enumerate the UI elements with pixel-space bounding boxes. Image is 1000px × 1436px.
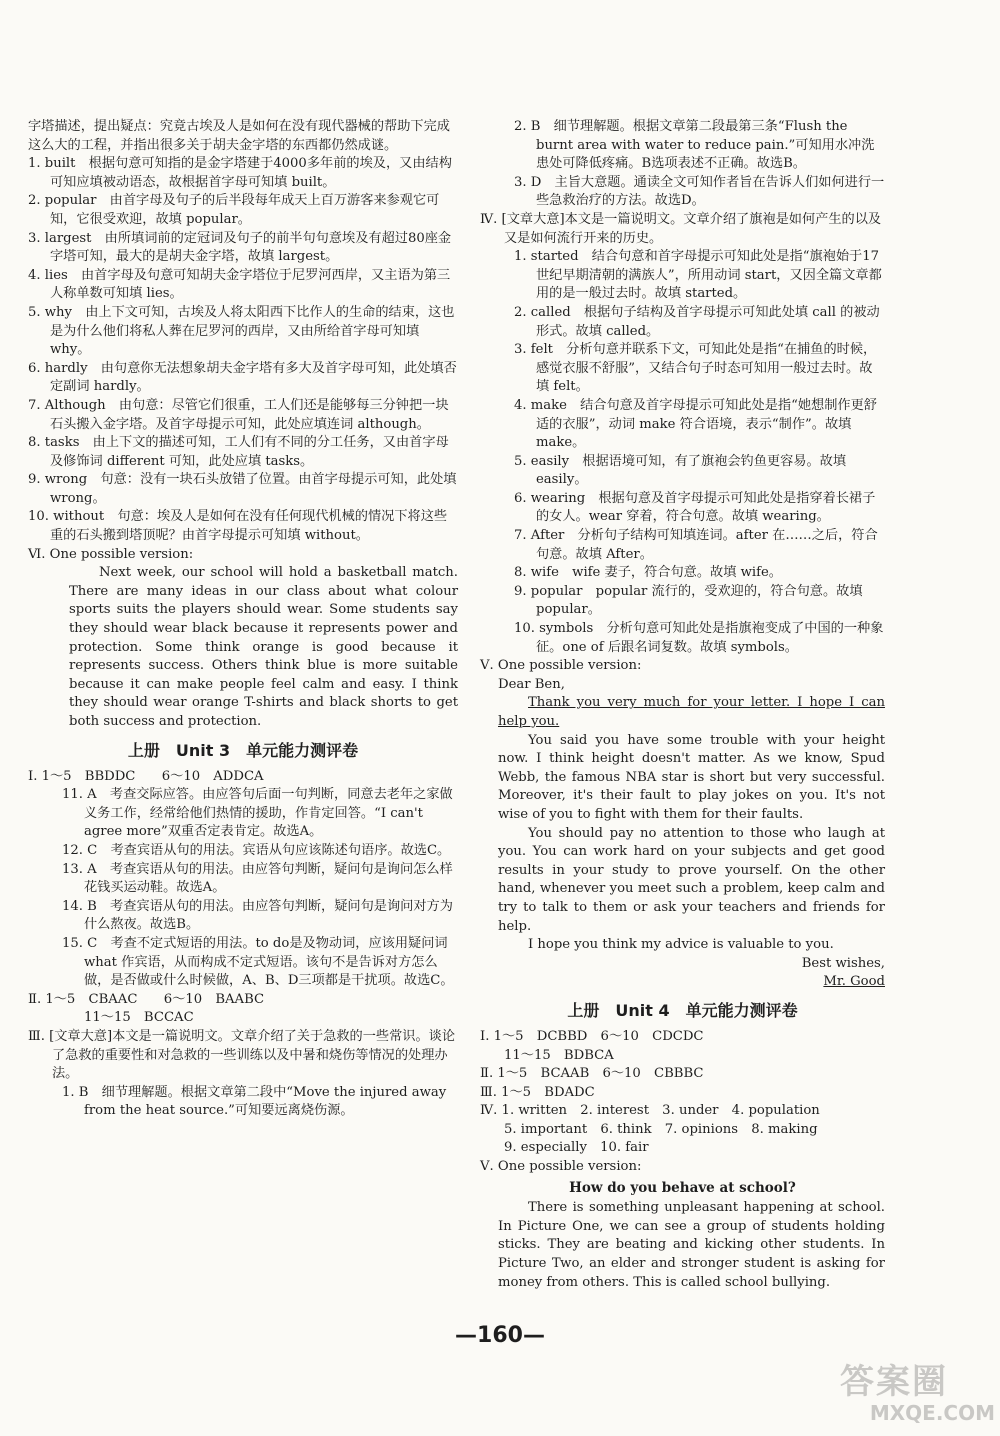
- answer-item: 7. After 分析句子结构可知填连词。after 在……之后，符合句意。故填 After。: [514, 528, 878, 562]
- answer-item: 14. B 考查宾语从句的用法。由应答句判断，疑问句是询问对方为什么熬夜。故选B。: [62, 898, 453, 933]
- answer-item: 2. B 细节理解题。根据文章第二段最第三条“Flush the burnt area with water to reduce pain.”可知用水冲洗患处可降低疼痛。B选项表述不正确。故选B。: [514, 119, 875, 172]
- letter-paragraph: I hope you think my advice is valuable to you.: [528, 937, 834, 953]
- answer-item: 6. wearing 根据句意及首字母提示可知此处是指穿着长裙子的女人。wear 穿着，符合句意。故填 wearing。: [514, 490, 876, 525]
- section-5-items: [28, 155, 458, 545]
- section-5-label: Ⅴ. One possible version:: [480, 658, 642, 674]
- answer-item: 4. lies 由首字母及句意可知胡夫金字塔位于尼罗河西岸，又主语为第三人称单数可知填 lies。: [28, 267, 451, 302]
- u4-section-4-cont: 5. important 6. think 7. opinions 8. making: [504, 1121, 818, 1137]
- section-6-label: Ⅵ. One possible version:: [28, 546, 194, 562]
- answer-item: 10. symbols 分析句意可知此处是指旗袍变成了中国的一种象征。one of 后跟名词复数。故填 symbols。: [514, 621, 884, 655]
- letter-signature: Mr. Good: [823, 974, 885, 990]
- answer-item: 1. B 细节理解题。根据文章第二段中“Move the injured away from the heat source.”可知要远离烧伤源。: [62, 1084, 447, 1119]
- u3-section-1-items: [28, 786, 458, 991]
- answer-item: 3. felt 分析句意并联系下文，可知此处是指“在捕鱼的时候，感觉衣服不舒服”，又结合句子时态可知用一般过去时。故填 felt。: [514, 342, 877, 395]
- answer-item: 1. built 根据句意可知指的是金字塔建于4000多年前的埃及，又由结构可知应填被动语态，故根据首字母可知填 built。: [28, 156, 452, 190]
- u4-section-2: Ⅱ. 1～5 BCAAB 6～10 CBBBC: [480, 1066, 704, 1082]
- answer-item: 9. popular popular 流行的，受欢迎的，符合句意。故填 popular。: [514, 583, 863, 618]
- u4-section-5-label: Ⅴ. One possible version:: [480, 1159, 642, 1175]
- u4-section-4-cont: 9. especially 10. fair: [504, 1140, 649, 1156]
- section-4-items: [480, 248, 885, 657]
- answer-item: 13. A 考查宾语从句的用法。由应答句判断，疑问句是询问怎么样花钱买运动鞋。故选A。: [62, 861, 453, 896]
- answer-item: 11. A 考查交际应答。由应答句后面一句判断，同意去老年之家做义务工作，经常给他们热情的援助，作肯定回答。“I can't agree more”双重否定表肯定。故选A。: [62, 787, 453, 840]
- answer-item: 5. easily 根据语境可知，有了旗袍会钓鱼更容易。故填 easily。: [514, 453, 847, 488]
- answer-item: 7. Although 由句意：尽管它们很重，工人们还是能够每三分钟把一块石头搬入金字塔。及首字母提示可知，此处应填连词 although。: [28, 397, 449, 432]
- answer-item: 2. called 根据句子结构及首字母提示可知此处填 call 的被动形式。故填 called。: [514, 304, 880, 339]
- u3-section-2-answers: Ⅱ. 1～5 CBAAC 6～10 BAABC: [28, 991, 265, 1007]
- answer-item: 1. started 结合句意和首字母提示可知此处是指“旗袍始于17世纪早期清朝的满族人”，所用动词 start，又因全篇文章都用的是一般过去时。故填 started。: [514, 249, 882, 302]
- answer-item: 2. popular 由首字母及句子的后半段每年成天上百万游客来参观它可知，它很受欢迎，故填 popular。: [28, 193, 440, 227]
- unit3-title: 上册 Unit 3 单元能力测评卷: [127, 740, 359, 760]
- answer-item: 15. C 考查不定式短语的用法。to do是及物动词，应该用疑问词 what 作宾语，从而构成不定式短语。该句不是告诉对方怎么做，是否做或什么时候做，A、B、D三项都是干扰项。故选C。: [62, 935, 454, 989]
- left-column: [28, 118, 458, 1121]
- watermark-en: MXQE.COM: [869, 1401, 995, 1425]
- essay-paragraph: There is something unpleasant happening at school. In Picture One, we can see a group of students holding sticks. They are beating and kicking other students. In Picture Two, an elder and stronger student is asking for money from others. This is called school bullying.: [498, 1200, 885, 1290]
- page-number: —160—: [455, 1323, 545, 1348]
- answer-item: 5. why 由上下文可知，古埃及人将太阳西下比作人的生命的结束，这也是为什么他们将私人葬在尼罗河的西岸，又由所给首字母可知填 why。: [28, 304, 455, 358]
- answer-item: 9. wrong 句意：没有一块石头放错了位置。由首字母提示可知，此处填 wrong。: [28, 472, 457, 506]
- letter-paragraph: Thank you very much for your letter. I hope I can help you.: [498, 695, 885, 729]
- intro-text: 字塔描述，提出疑点：究竟古埃及人是如何在没有现代器械的帮助下完成这么大的工程，并指出很多关于胡夫金字塔的东西都仍然成谜。: [28, 119, 450, 153]
- section-4-label: Ⅳ. [文章大意]本文是一篇说明文。文章介绍了旗袍是如何产生的以及又是如何流行开来的历史。: [480, 211, 882, 246]
- unit4-title: 上册 Unit 4 单元能力测评卷: [567, 1000, 798, 1020]
- u4-section-3: Ⅲ. 1～5 BDADC: [480, 1084, 595, 1100]
- answer-item: 10. without 句意：埃及人是如何在没有任何现代机械的情况下将这些重的石头搬到塔顶呢？由首字母提示可知填 without。: [28, 509, 448, 544]
- letter-closing: Best wishes,: [801, 955, 885, 971]
- letter: [480, 676, 885, 992]
- answer-item: 4. make 结合句意及首字母提示可知此处是指“她想制作更舒适的衣服”，动词 make 符合语境，表示“制作”。故填 make。: [514, 397, 877, 451]
- answer-item: 8. wife wife 妻子，符合句意。故填 wife。: [514, 565, 782, 581]
- answer-item: 6. hardly 由句意你无法想象胡夫金字塔有多大及首字母可知，此处填否定副词 hardly。: [28, 360, 457, 395]
- answer-item: 12. C 考查宾语从句的用法。宾语从句应该陈述句语序。故选C。: [62, 842, 451, 858]
- essay-body: [480, 1199, 885, 1292]
- u4-section-1-cont: 11～15 BDBCA: [504, 1047, 614, 1063]
- u3-section-2-answers-cont: 11～15 BCCAC: [84, 1010, 194, 1026]
- essay: [28, 564, 458, 731]
- letter-greeting: Dear Ben,: [498, 676, 565, 692]
- right-column: [480, 118, 885, 1292]
- letter-paragraph: You said you have some trouble with your height now. I think height doesn't matter. As we know, Spud Webb, the famous NBA star is short but very successful. Moreover, it's their fault to play jokes on you. It's not wise of you to fight with them for their faults.: [498, 732, 885, 822]
- u4-section-1: Ⅰ. 1～5 DCBBD 6～10 CDCDC: [480, 1028, 704, 1044]
- essay-paragraph: Next week, our school will hold a basketball match. There are many ideas in our class about what colour sports suits the players should wear. Some students say they should wear black because it represents power and protection. Some think orange is good because it represents success. Others think blue is more suitable because it can make people feel calm and easy. I think they should wear orange T-shirts and black shorts to get both success and protection.: [69, 565, 458, 729]
- u3-section-1-answers: Ⅰ. 1～5 BBDDC 6～10 ADDCA: [28, 768, 264, 784]
- watermark-logo: [840, 1362, 995, 1432]
- answer-item: 3. D 主旨大意题。通读全文可知作者旨在告诉人们如何进行一些急救治疗的方法。故选D。: [514, 174, 885, 209]
- u3-section-3-label: Ⅲ. [文章大意]本文是一篇说明文。文章介绍了关于急救的一些常识。谈论了急救的重要性和对急救的一些训练以及中暑和烧伤等情况的处理办法。: [28, 1028, 456, 1082]
- letter-paragraph: You should pay no attention to those who laugh at you. You can work hard on your subjects and get good results in your study to prove yourself. On the other hand, whenever you meet such a problem, keep calm and try to talk to them or ask your teachers and friends for help.: [498, 825, 885, 934]
- u4-section-4: Ⅳ. 1. written 2. interest 3. under 4. population: [480, 1103, 820, 1119]
- watermark-cn: 答案圈: [840, 1362, 948, 1402]
- essay-title: How do you behave at school?: [569, 1179, 796, 1196]
- answer-item: 8. tasks 由上下文的描述可知，工人们有不同的分工任务，又由首字母及修饰词 different 可知，此处应填 tasks。: [28, 435, 449, 469]
- answer-item: 3. largest 由所填词前的定冠词及句子的前半句句意埃及有超过80座金字塔可知，最大的是胡夫金字塔，故填 largest。: [28, 230, 452, 265]
